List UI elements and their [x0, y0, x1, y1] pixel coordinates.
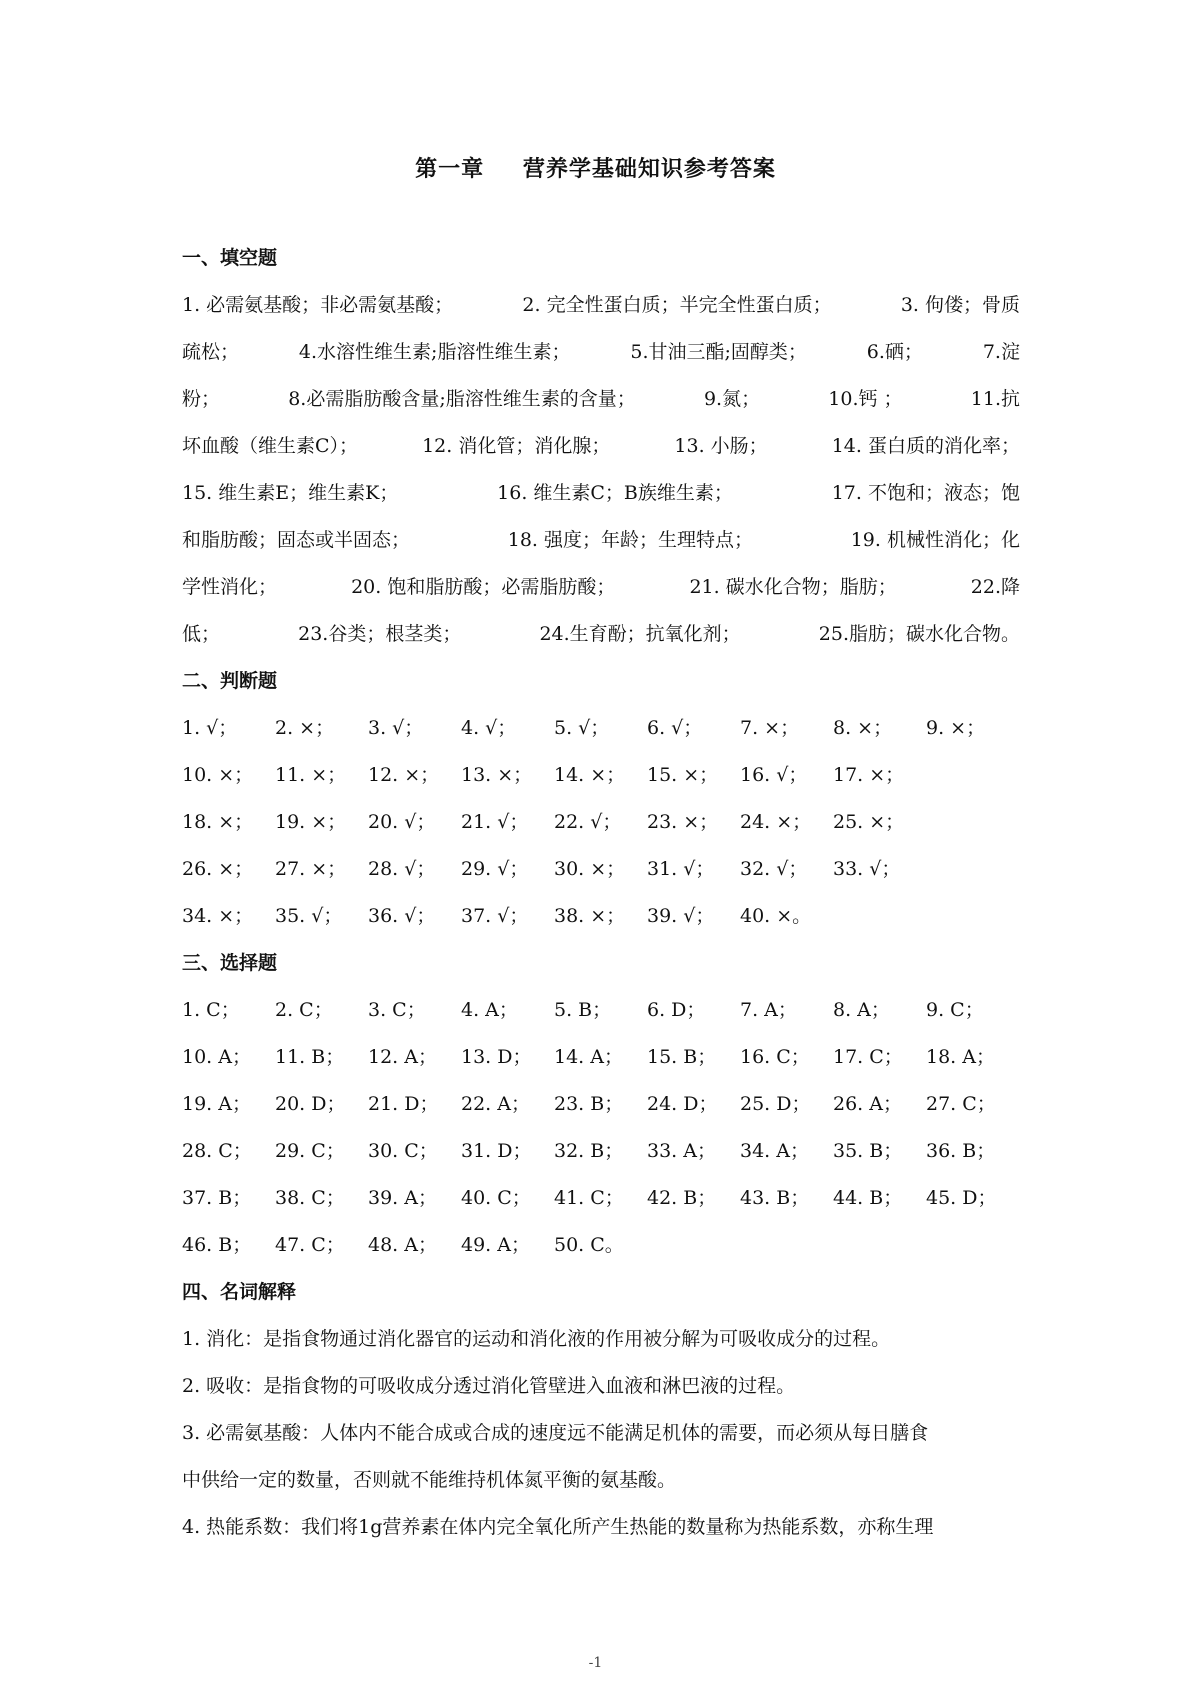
text-line: [182, 385, 1020, 432]
answer-item: 1. √；: [182, 717, 238, 739]
answer-item: 14. A；: [554, 1046, 623, 1068]
text-line: [182, 573, 1020, 620]
answer-item: 20. D；: [275, 1093, 346, 1115]
answer-item: 19. A；: [182, 1093, 251, 1115]
answer-item: 35. B；: [833, 1140, 903, 1162]
answer-item: 15. B；: [647, 1046, 717, 1068]
answer-item: 2. C；: [275, 999, 333, 1021]
answer-item: 17. C；: [833, 1046, 903, 1068]
section-heading-text: 三、选择题: [182, 952, 278, 974]
answer-segment: 23.谷类；根茎类；: [298, 623, 462, 645]
answer-item: 37. √；: [461, 905, 529, 927]
answer-segment: 24.生育酚；抗氧化剂；: [539, 623, 741, 645]
definition-text: 4. 热能系数：我们将1g营养素在体内完全氧化所产生热能的数量称为热能系数，亦称生理: [182, 1516, 934, 1538]
answer-segment: 13. 小肠；: [674, 435, 768, 457]
answer-item: 40. C；: [461, 1187, 531, 1209]
definition-line: [182, 1372, 1020, 1419]
answer-item: 6. √；: [647, 717, 703, 739]
answer-item: 48. A；: [368, 1234, 437, 1256]
answer-item: 3. √；: [368, 717, 424, 739]
answer-item: 7. A；: [740, 999, 797, 1021]
answer-item: 10. A；: [182, 1046, 251, 1068]
section-heading-text: 四、名词解释: [182, 1281, 297, 1303]
answer-item: 5. √；: [554, 717, 610, 739]
page-number: -1: [588, 1655, 603, 1671]
answer-segment: 2. 完全性蛋白质；半完全性蛋白质；: [522, 294, 832, 316]
answer-item: 39. A；: [368, 1187, 437, 1209]
answer-segment: 25.脂肪；碳水化合物。: [818, 623, 1020, 645]
text-line: [182, 432, 1020, 479]
answer-segment: 5.甘油三酯;固醇类；: [630, 341, 807, 363]
answer-item: 36. √；: [368, 905, 436, 927]
answer-item: 28. C；: [182, 1140, 252, 1162]
answer-segment: 1. 必需氨基酸；非必需氨基酸；: [182, 294, 454, 316]
answer-item: 50. C。: [554, 1234, 624, 1256]
answer-item: 26. A；: [833, 1093, 902, 1115]
answer-item: 6. D；: [647, 999, 706, 1021]
answer-item: 30. ×；: [554, 858, 626, 880]
definition-text: 1. 消化：是指食物通过消化器官的运动和消化液的作用被分解为可吸收成分的过程。: [182, 1328, 891, 1350]
answer-row: [182, 996, 1020, 1043]
answer-segment: 12. 消化管；消化腺；: [422, 435, 611, 457]
answer-item: 27. C；: [926, 1093, 996, 1115]
answer-segment: 学性消化；: [182, 576, 278, 598]
answer-item: 38. C；: [275, 1187, 345, 1209]
answer-item: 34. ×；: [182, 905, 254, 927]
answer-segment: 10.钙 ；: [828, 388, 903, 410]
answer-item: 5. B；: [554, 999, 612, 1021]
answer-item: 15. ×；: [647, 764, 719, 786]
answer-item: 46. B；: [182, 1234, 252, 1256]
answer-item: 35. √；: [275, 905, 343, 927]
answer-segment: 粉；: [182, 388, 221, 410]
answer-item: 26. ×；: [182, 858, 254, 880]
answer-item: 47. C；: [275, 1234, 345, 1256]
text-line: [182, 291, 1020, 338]
answer-row: [182, 1137, 1020, 1184]
answer-item: 12. ×；: [368, 764, 440, 786]
section-heading-terms: [182, 1278, 1020, 1325]
answer-item: 18. ×；: [182, 811, 254, 833]
section-heading-judge: [182, 667, 1020, 714]
document-body: [182, 244, 1020, 1560]
judge-answers: [182, 714, 1020, 949]
section-heading-choice: [182, 949, 1020, 996]
answer-item: 49. A；: [461, 1234, 530, 1256]
answer-item: 7. ×；: [740, 717, 800, 739]
text-line: [182, 338, 1020, 385]
answer-item: 42. B；: [647, 1187, 717, 1209]
answer-item: 22. A；: [461, 1093, 530, 1115]
answer-item: 40. ×。: [740, 905, 812, 927]
answer-item: 25. ×；: [833, 811, 905, 833]
answer-item: 44. B；: [833, 1187, 903, 1209]
answer-segment: 坏血酸（维生素C）；: [182, 435, 359, 457]
answer-row: [182, 855, 1020, 902]
answer-item: 34. A；: [740, 1140, 809, 1162]
answer-item: 29. √；: [461, 858, 529, 880]
answer-segment: 19. 机械性消化；化: [850, 529, 1020, 551]
answer-item: 43. B；: [740, 1187, 810, 1209]
answer-item: 8. ×；: [833, 717, 893, 739]
text-line: [182, 526, 1020, 573]
answer-item: 8. A；: [833, 999, 890, 1021]
definition-line: [182, 1513, 1020, 1560]
answer-segment: 14. 蛋白质的消化率；: [831, 435, 1020, 457]
answer-segment: 3. 佝偻；骨质: [900, 294, 1020, 316]
answer-item: 13. ×；: [461, 764, 533, 786]
answer-item: 24. ×；: [740, 811, 812, 833]
answer-item: 31. D；: [461, 1140, 532, 1162]
answer-item: 24. D；: [647, 1093, 718, 1115]
answer-item: 45. D；: [926, 1187, 997, 1209]
answer-item: 22. √；: [554, 811, 622, 833]
page-title: 第一章 营养学基础知识参考答案: [415, 157, 776, 182]
answer-item: 32. √；: [740, 858, 808, 880]
answer-segment: 4.水溶性维生素;脂溶性维生素；: [298, 341, 571, 363]
answer-item: 31. √；: [647, 858, 715, 880]
answer-item: 10. ×；: [182, 764, 254, 786]
answer-item: 11. ×；: [275, 764, 347, 786]
answer-item: 25. D；: [740, 1093, 811, 1115]
answer-item: 39. √；: [647, 905, 715, 927]
answer-item: 1. C；: [182, 999, 240, 1021]
definition-text: 3. 必需氨基酸：人体内不能合成或合成的速度远不能满足机体的需要，而必须从每日膳食: [182, 1422, 929, 1444]
answer-item: 38. ×；: [554, 905, 626, 927]
answer-item: 4. √；: [461, 717, 517, 739]
section-heading-text: 一、填空题: [182, 247, 278, 269]
answer-segment: 17. 不饱和；液态；饱: [831, 482, 1020, 504]
answer-segment: 15. 维生素E；维生素K；: [182, 482, 399, 504]
answer-row: [182, 902, 1020, 949]
answer-item: 29. C；: [275, 1140, 345, 1162]
answer-segment: 和脂肪酸；固态或半固态；: [182, 529, 411, 551]
answer-item: 37. B；: [182, 1187, 252, 1209]
answer-row: [182, 1184, 1020, 1231]
answer-segment: 疏松；: [182, 341, 240, 363]
fill-answers: [182, 291, 1020, 667]
definition-line: [182, 1466, 1020, 1513]
answer-segment: 22.降: [970, 576, 1020, 598]
answer-item: 32. B；: [554, 1140, 624, 1162]
answer-item: 12. A；: [368, 1046, 437, 1068]
answer-item: 21. D；: [368, 1093, 439, 1115]
answer-item: 16. C；: [740, 1046, 810, 1068]
definition-text: 2. 吸收：是指食物的可吸收成分透过消化管壁进入血液和淋巴液的过程。: [182, 1375, 796, 1397]
answer-item: 30. C；: [368, 1140, 438, 1162]
answer-segment: 16. 维生素C；B族维生素；: [497, 482, 733, 504]
answer-segment: 11.抗: [970, 388, 1020, 410]
answer-segment: 21. 碳水化合物；脂肪；: [689, 576, 897, 598]
answer-item: 3. C；: [368, 999, 426, 1021]
answer-item: 28. √；: [368, 858, 436, 880]
text-line: [182, 479, 1020, 526]
answer-segment: 9.氮；: [703, 388, 761, 410]
answer-row: [182, 761, 1020, 808]
answer-item: 4. A；: [461, 999, 518, 1021]
text-line: [182, 620, 1020, 667]
answer-item: 9. ×；: [926, 717, 986, 739]
answer-item: 19. ×；: [275, 811, 347, 833]
answer-item: 17. ×；: [833, 764, 905, 786]
answer-segment: 6.硒；: [866, 341, 923, 363]
answer-item: 33. √；: [833, 858, 901, 880]
answer-item: 11. B；: [275, 1046, 345, 1068]
answer-item: 27. ×；: [275, 858, 347, 880]
answer-item: 14. ×；: [554, 764, 626, 786]
answer-item: 41. C；: [554, 1187, 624, 1209]
choice-answers: [182, 996, 1020, 1278]
definition-text: 中供给一定的数量，否则就不能维持机体氮平衡的氨基酸。: [182, 1469, 677, 1491]
answer-item: 16. √；: [740, 764, 808, 786]
answer-segment: 20. 饱和脂肪酸；必需脂肪酸；: [351, 576, 616, 598]
answer-segment: 低；: [182, 623, 221, 645]
answer-item: 33. A；: [647, 1140, 716, 1162]
answer-row: [182, 714, 1020, 761]
answer-row: [182, 808, 1020, 855]
answer-row: [182, 1231, 1020, 1278]
answer-segment: 18. 强度；年龄；生理特点；: [507, 529, 753, 551]
answer-segment: 7.淀: [982, 341, 1020, 363]
answer-item: 23. B；: [554, 1093, 624, 1115]
answer-item: 2. ×；: [275, 717, 335, 739]
definition-line: [182, 1325, 1020, 1372]
term-definitions: [182, 1325, 1020, 1560]
answer-item: 21. √；: [461, 811, 529, 833]
answer-item: 13. D；: [461, 1046, 532, 1068]
answer-item: 9. C；: [926, 999, 984, 1021]
definition-line: [182, 1419, 1020, 1466]
answer-item: 20. √；: [368, 811, 436, 833]
answer-segment: 8.必需脂肪酸含量;脂溶性维生素的含量；: [288, 388, 636, 410]
answer-row: [182, 1043, 1020, 1090]
answer-item: 18. A；: [926, 1046, 995, 1068]
section-heading-fill: [182, 244, 1020, 291]
section-heading-text: 二、判断题: [182, 670, 278, 692]
answer-row: [182, 1090, 1020, 1137]
answer-item: 23. ×；: [647, 811, 719, 833]
answer-item: 36. B；: [926, 1140, 996, 1162]
